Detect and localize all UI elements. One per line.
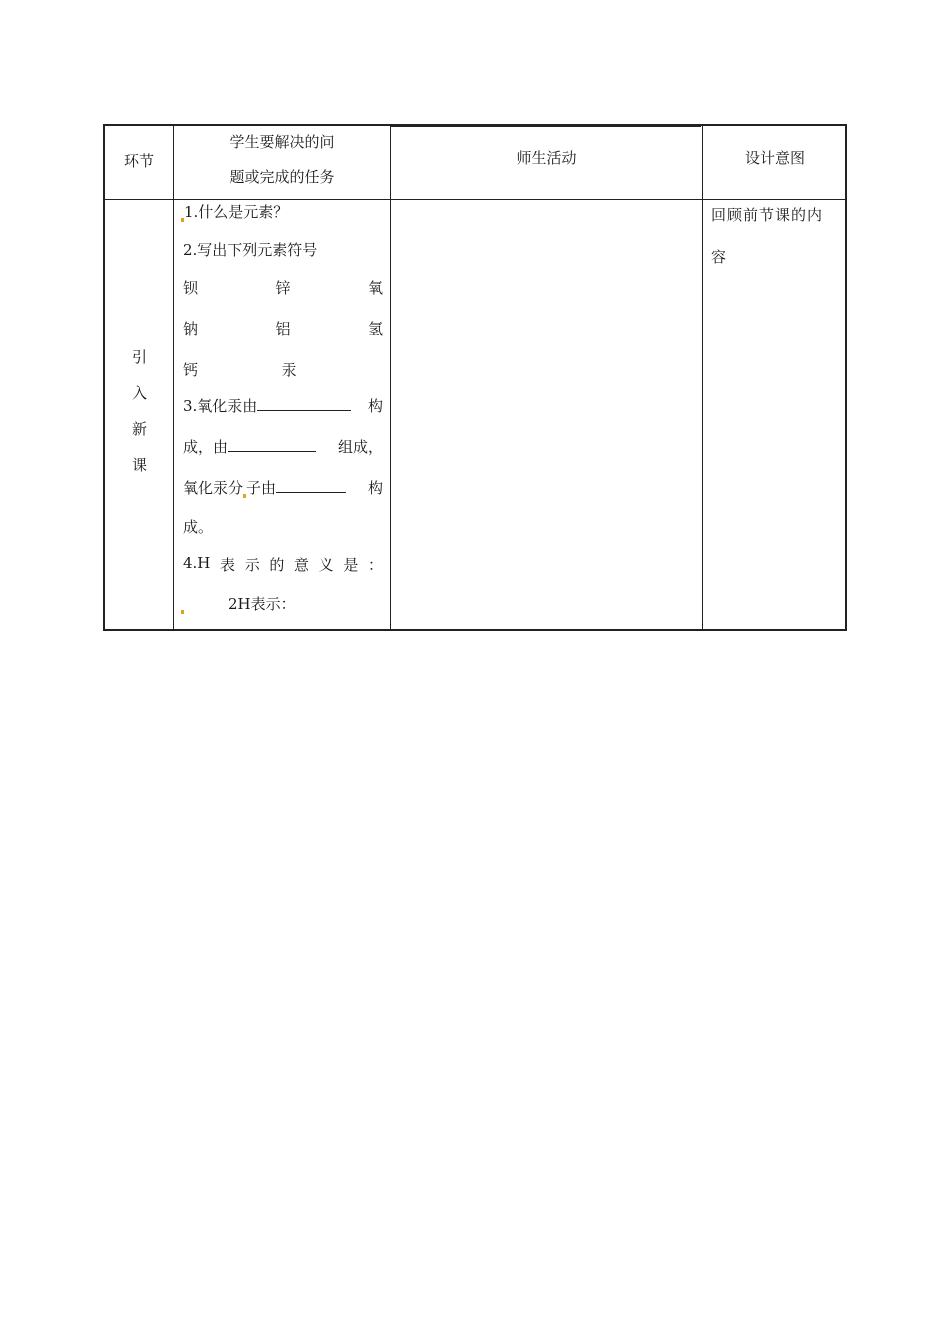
column-divider <box>702 126 703 629</box>
element-name: 钠 <box>183 320 199 338</box>
question-1 <box>181 201 288 222</box>
header-inner-line <box>391 126 701 127</box>
answer-blank <box>257 396 351 411</box>
header-task-line1: 学生要解决的问 <box>229 133 335 151</box>
answer-blank <box>276 478 346 493</box>
header-intent: 设计意图 <box>744 149 805 167</box>
marker <box>181 610 184 614</box>
elements-row-1 <box>183 277 383 298</box>
answer-blank <box>228 437 316 452</box>
stage-char: 新 <box>131 420 147 438</box>
header-activity: 师生活动 <box>516 149 577 167</box>
element-name: 氢 <box>367 320 383 338</box>
question-3-prefix: 3.氧化汞由 <box>183 397 258 415</box>
question-3-text: 组成， <box>337 438 383 456</box>
question-3-line-3 <box>183 477 383 498</box>
question-4-char: 意 <box>294 556 310 574</box>
stage-char: 课 <box>131 456 147 474</box>
question-3-line-1 <box>183 395 383 416</box>
question-4-char: 的 <box>269 556 285 574</box>
column-divider <box>173 126 174 629</box>
stage-char: 入 <box>131 384 147 402</box>
question-4-char: 是 <box>343 556 359 574</box>
stage-char: 引 <box>131 348 147 366</box>
question-4-char: 4.H <box>183 554 211 572</box>
header-stage: 环节 <box>123 152 154 170</box>
question-3-text: 子由 <box>246 479 277 497</box>
header-divider <box>105 199 845 200</box>
question-3-text: 构 <box>367 479 383 497</box>
intent-line-2: 容 <box>711 248 727 266</box>
question-1-text: 1.什么是元素？ <box>184 203 289 221</box>
question-4-char: ： <box>367 556 383 574</box>
header-task-line2: 题或完成的任务 <box>229 168 335 186</box>
question-4-char: 义 <box>318 556 334 574</box>
element-name: 锌 <box>275 279 291 297</box>
element-name: 钙 <box>183 361 199 379</box>
question-3-text: 氧化汞分 <box>183 479 244 497</box>
element-name: 钡 <box>183 279 199 297</box>
element-name: 铝 <box>275 320 291 338</box>
element-name: 氧 <box>367 279 383 297</box>
question-3-text: 成，由 <box>183 438 229 456</box>
question-4-char: 示 <box>244 556 260 574</box>
element-name: 汞 <box>281 361 297 379</box>
question-4-char: 表 <box>220 556 236 574</box>
question-4-text: 2H表示： <box>228 595 296 613</box>
intent-line-1: 回顾前节课的内 <box>711 206 824 224</box>
elements-row-2 <box>183 318 383 339</box>
question-3-line-2 <box>183 436 383 457</box>
lesson-plan-table <box>103 124 847 631</box>
question-3-line-4: 成。 <box>183 518 214 536</box>
elements-row-3 <box>183 359 297 380</box>
question-4-line-1 <box>183 554 383 575</box>
question-3-suffix: 构 <box>367 397 383 415</box>
question-2: 2.写出下列元素符号 <box>183 241 318 259</box>
question-4-line-2 <box>181 593 296 614</box>
column-divider <box>390 126 391 629</box>
